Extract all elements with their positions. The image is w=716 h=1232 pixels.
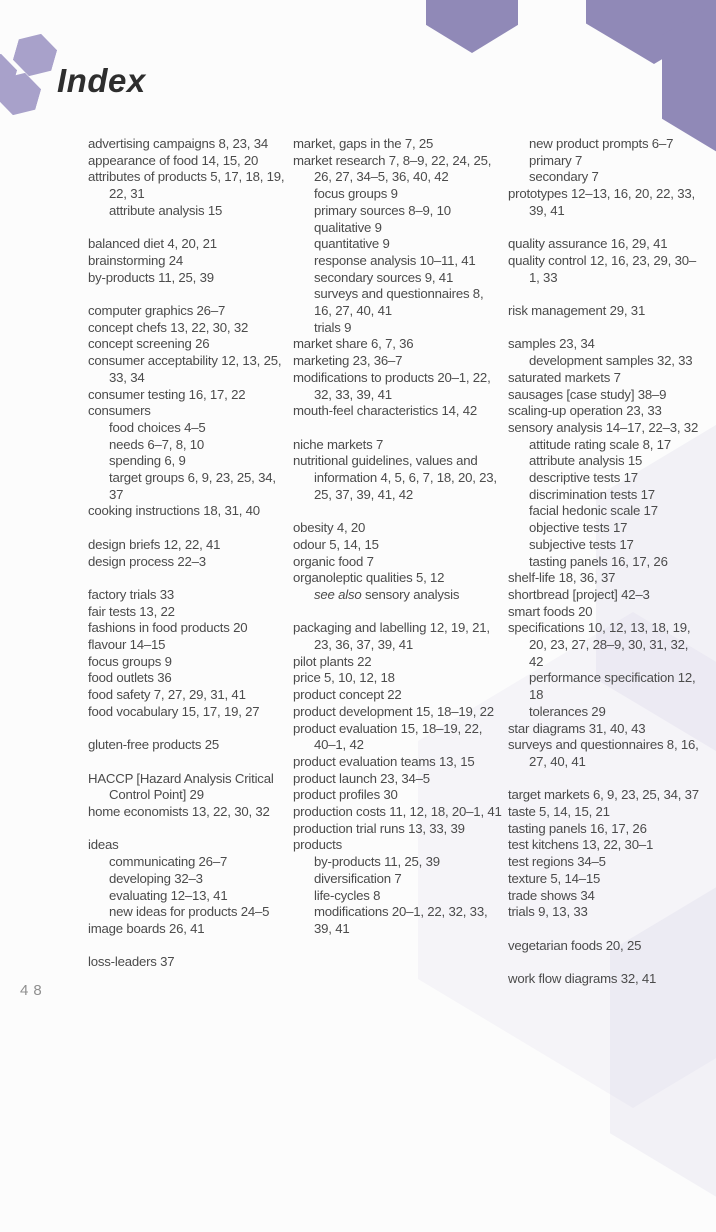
index-entry: product profiles 30 — [293, 787, 398, 803]
index-group — [88, 537, 293, 570]
index-entry: loss-leaders 37 — [88, 954, 175, 970]
index-entry: surveys and questionnaires 8, 16, 27, 40, 41 — [508, 737, 699, 769]
index-entry: descriptive tests 17 — [529, 470, 638, 486]
index-entry: surveys and questionnaires 8, 16, 27, 40, 41 — [314, 286, 484, 319]
index-entry: sausages [case study] 38–9 — [508, 386, 667, 402]
index-entry: attributes of products 5, 17, 18, 19, 22, 31 — [88, 169, 285, 202]
index-entry: organoleptic qualities 5, 12 — [293, 570, 445, 586]
hexagon-decoration — [10, 28, 61, 81]
index-group — [508, 136, 708, 220]
index-entry: computer graphics 26–7 — [88, 303, 226, 318]
index-entry: objective tests 17 — [529, 520, 628, 536]
index-entry: tasting panels 16, 17, 26 — [529, 553, 668, 569]
index-entry: prototypes 12–13, 16, 20, 22, 33, 39, 41 — [508, 186, 695, 218]
index-entry: sensory analysis 14–17, 22–3, 32 — [508, 419, 699, 435]
index-entry: quality control 12, 16, 23, 29, 30–1, 33 — [508, 252, 697, 285]
index-entry: food safety 7, 27, 29, 31, 41 — [88, 687, 246, 703]
index-group — [293, 620, 508, 937]
index-entry: image boards 26, 41 — [88, 920, 205, 936]
index-entry: communicating 26–7 — [109, 854, 228, 870]
index-entry: odour 5, 14, 15 — [293, 536, 379, 552]
index-entry: star diagrams 31, 40, 43 — [508, 720, 646, 736]
index-entry: nutritional guidelines, values and information 4, 5, 6, 7, 18, 20, 23, 25, 37, 39, 41, 42 — [293, 453, 497, 502]
index-entry: production costs 11, 12, 18, 20–1, 41 — [293, 804, 502, 820]
index-entry: food choices 4–5 — [109, 419, 206, 435]
index-entry: attitude rating scale 8, 17 — [529, 436, 671, 452]
index-entry: brainstorming 24 — [88, 252, 184, 268]
index-entry: focus groups 9 — [88, 653, 172, 669]
index-entry: vegetarian foods 20, 25 — [508, 937, 642, 953]
index-entry: developing 32–3 — [109, 870, 203, 886]
index-entry: see also sensory analysis — [314, 586, 460, 602]
index-group — [508, 303, 708, 320]
hexagon-decoration — [426, 0, 518, 53]
index-entry: quantitative 9 — [314, 236, 390, 252]
index-entry: niche markets 7 — [293, 436, 384, 452]
index-entry: ideas — [88, 837, 119, 853]
index-entry: concept screening 26 — [88, 336, 210, 352]
index-entry: target markets 6, 9, 23, 25, 34, 37 — [508, 787, 699, 803]
index-entry: secondary sources 9, 41 — [314, 269, 454, 285]
index-group — [508, 336, 708, 770]
index-entry: performance specification 12, 18 — [529, 670, 696, 703]
index-entry: by-products 11, 25, 39 — [314, 854, 440, 870]
index-group — [508, 236, 708, 286]
index-entry: trials 9 — [314, 319, 352, 335]
index-entry: trials 9, 13, 33 — [508, 904, 588, 920]
index-entry: life-cycles 8 — [314, 887, 381, 903]
index-entry: qualitative 9 — [314, 219, 382, 235]
index-entry: subjective tests 17 — [529, 536, 634, 552]
index-entry: market, gaps in the 7, 25 — [293, 136, 434, 151]
index-entry: test kitchens 13, 22, 30–1 — [508, 837, 654, 853]
index-entry: needs 6–7, 8, 10 — [109, 436, 205, 452]
index-column-2 — [293, 136, 508, 1004]
index-entry: flavour 14–15 — [88, 637, 166, 653]
index-group — [88, 587, 293, 721]
index-entry: scaling-up operation 23, 33 — [508, 403, 662, 419]
index-entry: packaging and labelling 12, 19, 21, 23, 36, 37, 39, 41 — [293, 620, 490, 653]
index-group — [293, 437, 508, 504]
index-entry: samples 23, 34 — [508, 336, 595, 352]
index-entry: trade shows 34 — [508, 887, 595, 903]
index-entry: consumer acceptability 12, 13, 25, 33, 34 — [88, 353, 282, 385]
index-entry: product evaluation teams 13, 15 — [293, 753, 475, 769]
index-entry: obesity 4, 20 — [293, 520, 366, 536]
index-entry: advertising campaigns 8, 23, 34 — [88, 136, 269, 151]
index-entry: market share 6, 7, 36 — [293, 336, 414, 352]
index-entry: evaluating 12–13, 41 — [109, 887, 228, 903]
index-column-3 — [508, 136, 708, 1004]
index-column-1 — [88, 136, 293, 1004]
index-entry: tasting panels 16, 17, 26 — [508, 820, 647, 836]
index-entry: consumers — [88, 403, 151, 419]
index-entry: mouth-feel characteristics 14, 42 — [293, 403, 477, 419]
index-entry: modifications 20–1, 22, 32, 33, 39, 41 — [314, 904, 488, 936]
index-entry: factory trials 33 — [88, 586, 175, 602]
index-entry: food vocabulary 15, 17, 19, 27 — [88, 703, 260, 719]
index-entry: attribute analysis 15 — [529, 453, 643, 469]
index-entry: balanced diet 4, 20, 21 — [88, 236, 217, 252]
index-entry: tolerances 29 — [529, 703, 606, 719]
index-entry: discrimination tests 17 — [529, 486, 655, 502]
index-group — [88, 837, 293, 937]
index-entry: shelf-life 18, 36, 37 — [508, 570, 616, 586]
index-entry: spending 6, 9 — [109, 453, 186, 469]
index-entry: organic food 7 — [293, 553, 374, 569]
index-entry: new ideas for products 24–5 — [109, 904, 270, 920]
index-entry: facial hedonic scale 17 — [529, 503, 658, 519]
index-group — [293, 136, 508, 420]
index-group — [508, 938, 708, 955]
index-entry: product launch 23, 34–5 — [293, 770, 430, 786]
index-entry: new product prompts 6–7 — [529, 136, 674, 151]
index-entry: fashions in food products 20 — [88, 620, 248, 636]
index-entry: HACCP [Hazard Analysis Critical Control Point] 29 — [88, 770, 274, 803]
index-entry: attribute analysis 15 — [109, 202, 223, 218]
index-group — [508, 971, 708, 988]
index-entry: taste 5, 14, 15, 21 — [508, 804, 610, 820]
page-title: Index — [57, 62, 146, 99]
index-entry: product development 15, 18–19, 22 — [293, 703, 494, 719]
index-entry: risk management 29, 31 — [508, 303, 646, 318]
index-entry: design briefs 12, 22, 41 — [88, 536, 221, 552]
page-number: 48 — [20, 982, 47, 999]
index-group — [88, 303, 293, 520]
index-entry: products — [293, 837, 342, 853]
index-entry: secondary 7 — [529, 169, 599, 185]
index-group — [88, 954, 293, 971]
index-entry: concept chefs 13, 22, 30, 32 — [88, 319, 249, 335]
index-group — [293, 520, 508, 604]
index-entry: development samples 32, 33 — [529, 353, 693, 369]
index-entry: food outlets 36 — [88, 670, 172, 686]
index-entry: consumer testing 16, 17, 22 — [88, 386, 246, 402]
index-entry: product concept 22 — [293, 687, 402, 703]
index-entry: market research 7, 8–9, 22, 24, 25, 26, 27, 34–5, 36, 40, 42 — [293, 152, 492, 185]
index-entry: shortbread [project] 42–3 — [508, 586, 650, 602]
index-entry: product evaluation 15, 18–19, 22, 40–1, 42 — [293, 720, 483, 753]
index-entry: home economists 13, 22, 30, 32 — [88, 804, 270, 820]
index-entry: focus groups 9 — [314, 186, 398, 202]
index-entry: price 5, 10, 12, 18 — [293, 670, 395, 686]
index-columns — [88, 136, 708, 1004]
index-entry: by-products 11, 25, 39 — [88, 269, 214, 285]
index-entry: marketing 23, 36–7 — [293, 353, 403, 369]
index-group — [88, 136, 293, 220]
index-entry: test regions 34–5 — [508, 854, 606, 870]
index-entry: response analysis 10–11, 41 — [314, 252, 476, 268]
index-group — [88, 236, 293, 286]
index-entry: gluten-free products 25 — [88, 737, 220, 753]
index-group — [508, 787, 708, 921]
index-entry: cooking instructions 18, 31, 40 — [88, 503, 260, 519]
index-entry: pilot plants 22 — [293, 653, 372, 669]
index-entry: production trial runs 13, 33, 39 — [293, 820, 465, 836]
index-entry: quality assurance 16, 29, 41 — [508, 236, 668, 252]
index-entry: work flow diagrams 32, 41 — [508, 971, 657, 987]
index-group — [88, 771, 293, 821]
index-entry: specifications 10, 12, 13, 18, 19, 20, 23, 27, 28–9, 30, 31, 32, 42 — [508, 620, 691, 669]
index-entry: design process 22–3 — [88, 553, 206, 569]
index-entry: diversification 7 — [314, 870, 402, 886]
index-entry: target groups 6, 9, 23, 25, 34, 37 — [109, 470, 276, 502]
index-entry: smart foods 20 — [508, 603, 593, 619]
index-entry: saturated markets 7 — [508, 369, 621, 385]
index-entry: modifications to products 20–1, 22, 32, 33, 39, 41 — [293, 369, 491, 402]
index-entry: fair tests 13, 22 — [88, 603, 175, 619]
index-entry: texture 5, 14–15 — [508, 870, 601, 886]
index-entry: primary 7 — [529, 152, 583, 168]
index-entry: primary sources 8–9, 10 — [314, 202, 451, 218]
index-group — [88, 737, 293, 754]
index-entry: appearance of food 14, 15, 20 — [88, 152, 259, 168]
